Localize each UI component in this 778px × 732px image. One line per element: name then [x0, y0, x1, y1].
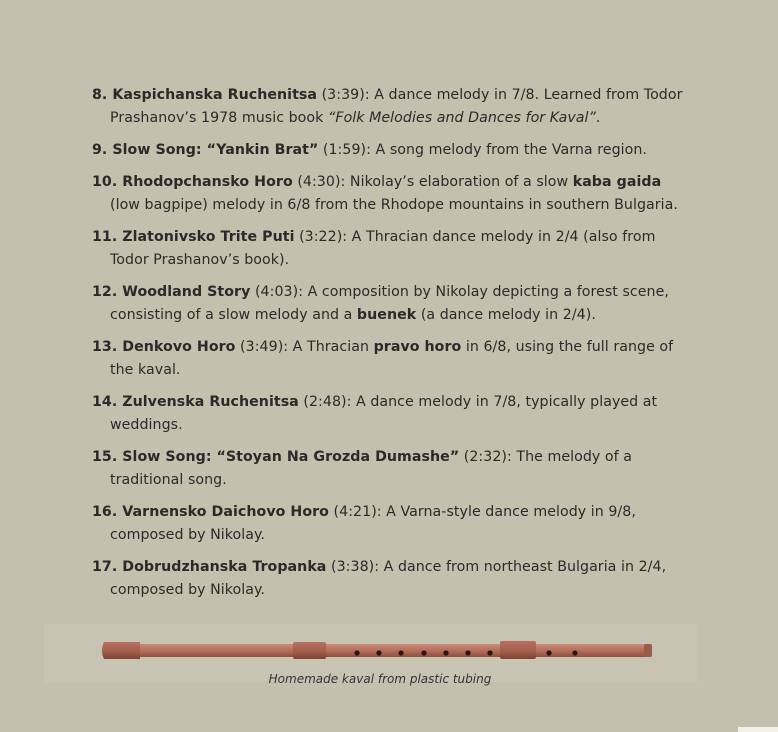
- track-term: pravo horo: [373, 339, 462, 355]
- kaval-band: [500, 641, 536, 659]
- track-duration: (4:21): [333, 504, 377, 520]
- track-title: 15. Slow Song: “Stoyan Na Grozda Dumashe”: [92, 449, 460, 465]
- track-title: 11. Zlatonivsko Trite Puti: [92, 229, 295, 245]
- figure-caption: Homemade kaval from plastic tubing: [268, 672, 492, 686]
- track-description: : A Varna-style dance melody in 9/8, composed by Nikolay.: [110, 504, 636, 543]
- track-title: 12. Woodland Story: [92, 284, 251, 300]
- track-term: buenek: [356, 307, 417, 323]
- track-duration: (2:48): [303, 394, 347, 410]
- kaval-band: [293, 642, 326, 659]
- track-duration: (2:32): [463, 449, 507, 465]
- track-list: [92, 84, 692, 611]
- track-description: (a dance melody in 2/4).: [416, 307, 596, 323]
- track-item: [92, 171, 692, 217]
- track-book-title: “Folk Melodies and Dances for Kaval”: [327, 110, 596, 126]
- track-description: : Nikolay’s elaboration of a slow: [340, 174, 573, 190]
- track-description: : A song melody from the Varna region.: [366, 142, 647, 158]
- track-title: 17. Dobrudzhanska Tropanka: [92, 559, 327, 575]
- track-title: 8. Kaspichanska Ruchenitsa: [92, 87, 318, 103]
- track-item: [92, 139, 692, 162]
- track-item: [92, 446, 692, 492]
- track-duration: (4:30): [297, 174, 341, 190]
- track-title: 14. Zulvenska Ruchenitsa: [92, 394, 299, 410]
- track-description: : A dance from northeast Bulgaria in 2/4, composed by Nikolay.: [110, 559, 667, 598]
- track-title: 9. Slow Song: “Yankin Brat”: [92, 142, 319, 158]
- track-description: : A Thracian dance melody in 2/4 (also from Todor Prashanov’s book).: [110, 229, 656, 268]
- track-term: kaba gaida: [572, 174, 662, 190]
- track-description: : A dance melody in 7/8. Learned from Todor Prashanov’s 1978 music book: [110, 87, 683, 126]
- track-description: : A Thracian: [283, 339, 374, 355]
- track-item: [92, 391, 692, 437]
- track-title: 10. Rhodopchansko Horo: [92, 174, 293, 190]
- kaval-mouthpiece: [102, 642, 140, 659]
- track-item: [92, 501, 692, 547]
- track-item: [92, 556, 692, 602]
- track-duration: (3:22): [299, 229, 343, 245]
- kaval-end: [644, 644, 652, 657]
- track-item: [92, 336, 692, 382]
- track-duration: (3:49): [240, 339, 284, 355]
- page-corner: [738, 727, 778, 732]
- track-description: in 6/8, using the full range of the kaval.: [110, 339, 674, 378]
- track-description: .: [595, 110, 601, 126]
- track-description: (low bagpipe) melody in 6/8 from the Rhodope mountains in southern Bulgaria.: [110, 197, 678, 213]
- track-duration: (3:39): [321, 87, 365, 103]
- track-duration: (1:59): [322, 142, 367, 158]
- track-description: : A dance melody in 7/8, typically played at weddings.: [110, 394, 658, 433]
- track-duration: (3:38): [331, 559, 375, 575]
- track-title: 16. Varnensko Daichovo Horo: [92, 504, 329, 520]
- track-item: [92, 226, 692, 272]
- track-title: 13. Denkovo Horo: [92, 339, 236, 355]
- track-description: : The melody of a traditional song.: [110, 449, 632, 488]
- track-description: : A composition by Nikolay depicting a forest scene, consisting of a slow melody and a: [110, 284, 669, 323]
- track-duration: (4:03): [254, 284, 299, 300]
- track-item: [92, 281, 692, 327]
- track-item: [92, 84, 692, 130]
